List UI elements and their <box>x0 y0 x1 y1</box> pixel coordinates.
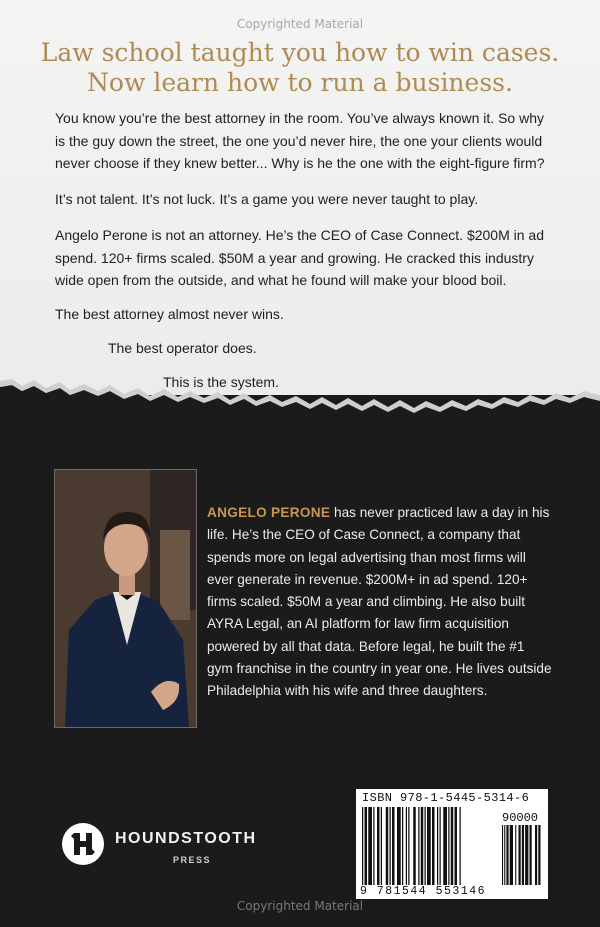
watermark-top: Copyrighted Material <box>236 17 364 31</box>
price-code: 90000 <box>502 811 539 825</box>
paragraph-system: This is the system. <box>163 374 279 390</box>
author-photo <box>54 469 197 728</box>
headline-line-1: Law school taught you how to win cases. <box>40 38 560 67</box>
paragraph-best-operator: The best operator does. <box>108 340 257 356</box>
isbn-text: ISBN 978-1-5445-5314-6 <box>362 791 530 805</box>
author-bio <box>207 502 552 703</box>
paragraph-intro: You know you’re the best attorney in the room. You’ve always known it. So why is the guy down the street, the one you’d never hire, the one your clients would never choose if they knew better... Why is he the one with the eight-figure firm? <box>55 110 545 171</box>
author-name: ANGELO PERONE <box>207 505 331 520</box>
torn-paper-edge <box>0 355 600 445</box>
paragraph-angelo: Angelo Perone is not an attorney. He’s the CEO of Case Connect. $200M in ad spend. 120+ firms scaled. $50M a year and growing. He cracked this industry wide open from the outside, and what he found will make your blood boil. <box>55 227 544 288</box>
paragraph-best-attorney: The best attorney almost never wins. <box>55 306 284 322</box>
publisher-name: HOUNDSTOOTH <box>115 830 257 847</box>
barcode-digits: 9 781544 553146 <box>360 885 487 898</box>
publisher-sub: PRESS <box>173 855 212 865</box>
paragraph-not-talent: It’s not talent. It’s not luck. It’s a game you were never taught to play. <box>55 191 479 207</box>
houndstooth-h-icon <box>61 822 105 866</box>
author-bio-text: has never practiced law a day in his life. He’s the CEO of Case Connect, a company that spends more on legal advertising than most firms will ever generate in revenue. $200M+ in ad spend. 120+ firms scaled. $50M a year and climbing. He also built AYRA Legal, an AI platform for law firm acquisition powered by all that data. Before legal, he built the #1 gym franchise in the country in year one. He lives outside Philadelphia with his wife and three daughters. <box>207 505 552 699</box>
headline-line-2: Now learn how to run a business. <box>87 68 513 97</box>
barcode-panel <box>356 789 548 899</box>
watermark-bottom: Copyrighted Material <box>236 899 364 913</box>
